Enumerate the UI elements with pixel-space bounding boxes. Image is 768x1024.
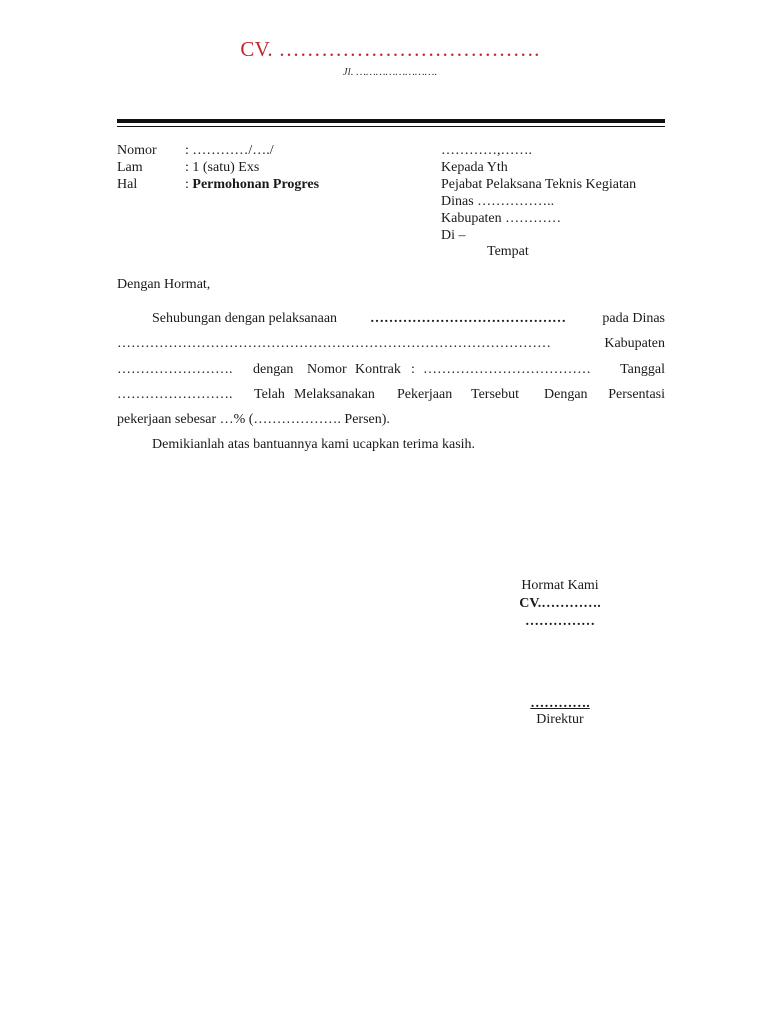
body-text: ……………………. xyxy=(117,387,233,402)
signature-regards: Hormat Kami xyxy=(521,578,599,593)
signature-name: …………. xyxy=(530,696,590,711)
hal-value: Permohonan Progres xyxy=(192,177,320,192)
body-line-3 xyxy=(117,360,665,380)
recipient-line-3: Dinas …………….. xyxy=(441,194,555,209)
body-text: ………………………………………………………………………………… xyxy=(117,336,551,351)
body-text: ……………………………… xyxy=(423,362,591,377)
lam-value: : 1 (satu) Exs xyxy=(185,160,260,175)
nomor-value: : …………/…./ xyxy=(185,143,274,158)
greeting: Dengan Hormat, xyxy=(117,277,211,292)
hal-label: Hal xyxy=(117,177,138,192)
body-line-2 xyxy=(117,334,665,354)
body-text: Pekerjaan xyxy=(397,387,453,402)
body-text: ……………………. xyxy=(117,362,233,377)
recipient-line-6: Tempat xyxy=(487,244,529,259)
signature-dots: …………… xyxy=(525,614,595,629)
hal-value-group xyxy=(185,177,319,194)
recipient-line-2: Pejabat Pelaksana Teknis Kegiatan xyxy=(441,177,637,192)
letterhead-rule-thin xyxy=(117,126,665,127)
body-line-1 xyxy=(117,309,665,329)
body-text: Telah xyxy=(254,387,285,402)
lam-label: Lam xyxy=(117,160,143,175)
body-text: Tersebut xyxy=(471,387,520,402)
body-text: dengan xyxy=(253,362,294,377)
nomor-label: Nomor xyxy=(117,143,157,158)
body-text: pada Dinas xyxy=(602,311,665,326)
body-text: Tanggal xyxy=(620,362,665,377)
body-line-4 xyxy=(117,385,665,405)
body-text: pekerjaan sebesar …% (………………. Persen). xyxy=(117,412,390,427)
body-text: : xyxy=(411,362,415,377)
body-text: …………………………………… xyxy=(370,311,566,326)
recipient-line-5: Di – xyxy=(441,228,466,243)
body-text: Kontrak xyxy=(355,362,401,377)
body-text: Kabupaten xyxy=(604,336,665,351)
body-text: Persentasi xyxy=(608,387,665,402)
body-text: Melaksanakan xyxy=(294,387,375,402)
body-line-5 xyxy=(117,410,665,430)
closing-sentence: Demikianlah atas bantuannya kami ucapkan terima kasih. xyxy=(152,437,476,452)
letterhead-rule-thick xyxy=(117,119,665,123)
body-text: Dengan xyxy=(544,387,588,402)
letterhead-address: Jl. ……………………. xyxy=(342,66,438,78)
recipient-line-1: Kepada Yth xyxy=(441,160,508,175)
recipient-line-4: Kabupaten ………… xyxy=(441,211,562,226)
body-text: Sehubungan dengan pelaksanaan xyxy=(152,311,338,326)
signature-title: Direktur xyxy=(536,712,584,727)
letterhead-company: CV. ………………………………. xyxy=(240,37,540,61)
hal-separator: : xyxy=(185,177,193,192)
signature-company: CV.…………. xyxy=(519,596,601,611)
body-text: Nomor xyxy=(307,362,347,377)
place-date: …………,……. xyxy=(441,143,532,158)
